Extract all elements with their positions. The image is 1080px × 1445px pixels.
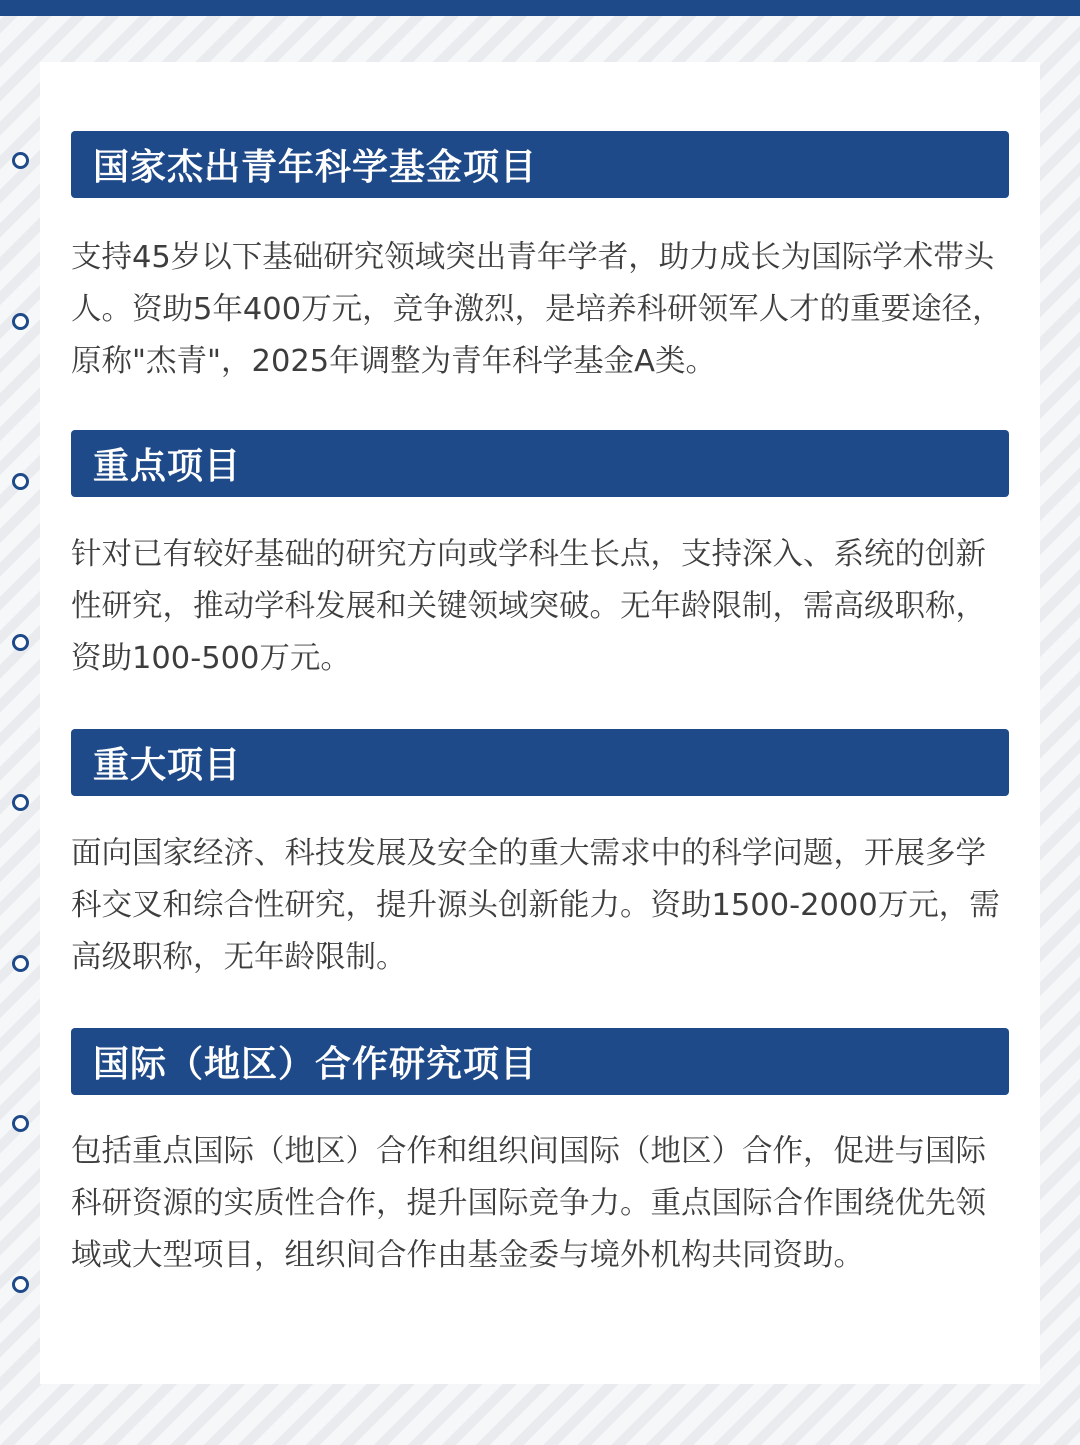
section-header-international-cooperation (71, 1028, 1009, 1095)
section-title: 重大项目 (93, 745, 242, 786)
binder-ring-icon (12, 152, 29, 169)
section-description: 针对已有较好基础的研究方向或学科生长点，支持深入、系统的创新性研究，推动学科发展和关键领域突破。无年龄限制，需高级职称，资助100-500万元。 (71, 537, 986, 676)
section-title: 国家杰出青年科学基金项目 (93, 147, 538, 188)
section-description: 面向国家经济、科技发展及安全的重大需求中的科学问题，开展多学科交叉和综合性研究，提升源头创新能力。资助1500-2000万元，需高级职称，无年龄限制。 (71, 836, 1000, 975)
section-description: 包括重点国际（地区）合作和组织间国际（地区）合作，促进与国际科研资源的实质性合作，提升国际竞争力。重点国际合作围绕优先领域或大型项目，组织间合作由基金委与境外机构共同资助。 (71, 1134, 986, 1273)
section-header-outstanding-youth (71, 131, 1009, 198)
top-accent-bar (0, 0, 1080, 16)
binder-ring-icon (12, 313, 29, 330)
binder-ring-icon (12, 1115, 29, 1132)
binder-ring-icon (12, 955, 29, 972)
binder-ring-icon (12, 634, 29, 651)
section-header-major-project (71, 729, 1009, 796)
section-header-key-project (71, 430, 1009, 497)
section-description: 支持45岁以下基础研究领域突出青年学者，助力成长为国际学术带头人。资助5年400万元，竞争激烈，是培养科研领军人才的重要途径，原称"杰青"，2025年调整为青年科学基金A类。 (71, 240, 1003, 379)
binder-ring-icon (12, 1276, 29, 1293)
binder-ring-icon (12, 794, 29, 811)
binder-ring-icon (12, 473, 29, 490)
section-title: 国际（地区）合作研究项目 (93, 1044, 538, 1085)
section-title: 重点项目 (93, 446, 242, 487)
